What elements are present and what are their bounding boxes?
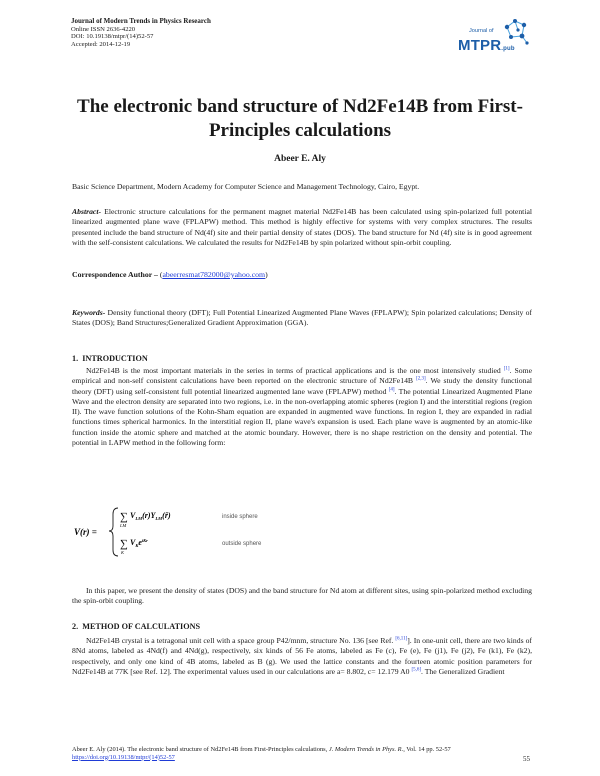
journal-name: Journal of Modern Trends in Physics Research — [71, 17, 211, 25]
section-heading-introduction — [72, 354, 148, 363]
sum-sign-2: ∑ — [120, 538, 128, 550]
citation-link[interactable]: [1] — [503, 366, 510, 372]
logo-journal-of: Journal of — [469, 28, 494, 34]
potential-equation — [74, 500, 304, 562]
term1 — [130, 511, 171, 521]
footer-citation — [72, 746, 532, 761]
term1-end: (r̂) — [162, 511, 171, 520]
citation-link[interactable]: [2,3] — [416, 376, 426, 382]
citation-volume: , Vol. 14 pp. 52-57 — [403, 746, 451, 753]
section-number: 2. — [72, 622, 79, 631]
paper-title: The electronic band structure of Nd2Fe14B from First-Principles calculations — [77, 96, 523, 141]
correspondence-label: Correspondence Author – — [72, 270, 158, 279]
term2-v: V — [130, 538, 136, 547]
intro-text-3: . We study the density functional theory (DFT) using self-consistent full potential linearized augmented lane wave (FPLAPW) method — [72, 376, 532, 396]
abstract-text: Electronic structure calculations for the permanent magnet material Nd2Fe14B has been calculated using spin-polarized full potential linearized augmented plane wave (FPLAPW) method. This method is highly effective for systems with very complex structures. The results presented include the band structure of Nd(4f) site and their partial density of states (DOS). The band structure for Nd (4f) site is in good agreement with the self-consistent calculations. We calculated the results for Nd2Fe14B by spin polarized without spin-orbit coupling. — [72, 207, 532, 247]
citation-link[interactable]: [5,6] — [411, 667, 422, 673]
keywords-label: Keywords- — [72, 308, 106, 317]
methods-text-3: . The Generalized Gradient — [421, 666, 505, 676]
citation-journal: J. Modern Trends in Phys. R. — [328, 746, 404, 753]
page-number: 55 — [523, 755, 530, 763]
sum-sub-2: K — [121, 550, 125, 555]
intro-text-1: Nd2Fe14B is the most important materials in the series in terms of practical applications and is the one most intensively studied — [86, 366, 504, 375]
section-heading-methods — [72, 622, 200, 631]
doi-link[interactable]: https://doi.org/10.19138/mtpr/(14)52-57 — [72, 753, 175, 761]
citation-link[interactable]: [4] — [388, 387, 395, 393]
logo-pub: .pub — [501, 46, 515, 52]
author-name: Abeer E. Aly — [274, 154, 326, 164]
equation-graphic — [74, 500, 304, 562]
term1-v: V — [130, 511, 136, 520]
journal-doi: DOI: 10.19138/mtpr/(14)52-57 — [71, 33, 154, 41]
logo-text — [458, 37, 515, 54]
methods-paragraph — [72, 636, 532, 677]
logo-mtpr: MTPR — [458, 37, 502, 54]
author-email-link[interactable]: abeerresmat782000@yahoo.com — [162, 270, 266, 279]
accepted-date: Accepted: 2014-12-19 — [71, 40, 131, 48]
section-title: METHOD OF CALCULATIONS — [82, 622, 201, 631]
equation-lhs: V(r) = — [74, 527, 97, 537]
condition-inside: inside sphere — [222, 514, 258, 520]
correspondence: Correspondence Author – (abeerresmat782000@yahoo.com) — [72, 270, 268, 279]
abstract-label: Abstract- — [72, 207, 102, 216]
journal-issn: Online ISSN 2636-4220 — [71, 25, 136, 33]
citation-link[interactable]: [6,11] — [395, 636, 408, 642]
intro-text-4: . The potential Linearized Augmented Plane Wave and the electron density are separated into two regions, i.e. in the non-overlapping atomic spheres (region I) and the interstitial regions (region II). The wave function solutions of the Kohn-Sham equation are expanded in augmented wave functions. In region I, they are expanded in radial functions times spherical harmonics. In the interstitial region II, plane wave's expansion is used. Each plane wave is augmented by an atomic-like function inside the atomic sphere and matched at the atomic boundary. However, there is no shape restriction on the density and potential. The potential in LAPW method in the following form: — [72, 386, 532, 448]
citation-text: Abeer E. Aly (2014). The electronic band structure of Nd2Fe14B from First-Principles calculations, — [72, 746, 329, 753]
term1-sub: LM — [135, 516, 143, 521]
keywords — [72, 308, 532, 329]
term2-sup: iKr — [141, 538, 148, 543]
paper-scope-paragraph — [72, 586, 532, 607]
condition-outside: outside sphere — [222, 541, 262, 547]
methods-text-2: ]. In one-unit cell, there are two kinds of 8Nd atoms, labeled as 4Nd(f) and 4Nd(g), respectively, six kinds of 56 Fe atoms, labeled as Fe (c), Fe (e), Fe (j1), Fe (j2), Fe (k1), Fe (k2), respectively, and only one kind of 4B atoms, labeled as B (g). We used the lattice constants and the fourteen atomic position parameters for Nd2Fe14B at 77K [see Ref. 12]. The experimental values used in our calculations are a= 8.802, c= 12.179 A0 — [72, 636, 532, 676]
keywords-text: Density functional theory (DFT); Full Potential Linearized Augmented Plane Waves (FPLAPW); Spin polarized calculations; Density of States (DOS); Band Structures;Generalized Gradient Approximation (GGA). — [72, 308, 532, 328]
affiliation: Basic Science Department, Modern Academy for Computer Science and Management Technology, Cairo, Egypt. — [72, 182, 420, 191]
journal-info — [71, 18, 211, 48]
term2-sub: K — [135, 543, 139, 548]
term2 — [130, 538, 148, 548]
sum-sub-1: LM — [120, 523, 127, 528]
journal-logo — [449, 17, 531, 63]
abstract — [72, 207, 532, 248]
left-brace-icon — [109, 508, 118, 556]
sum-sign-1: ∑ — [120, 511, 128, 523]
section-number: 1. — [72, 354, 79, 363]
section-title: INTRODUCTION — [82, 354, 148, 363]
term2-e: e — [138, 538, 142, 547]
term1-sub2: LM — [155, 516, 163, 521]
term1-mid: (r)Y — [142, 511, 156, 520]
intro-text-2: . Some empirical and non-self consistent calculations have been reported on the electronic structure of Nd2Fe14B — [72, 366, 532, 386]
introduction-paragraph — [72, 366, 532, 448]
methods-text-1: Nd2Fe14B crystal is a tetragonal unit cell with a space group P42/mnm, structure No. 136 [see Ref. — [86, 636, 396, 645]
scope-text: In this paper, we present the density of states (DOS) and the band structure for Nd atom at different sites, using spin-polarized method excluding the spin-orbit coupling. — [72, 586, 532, 606]
